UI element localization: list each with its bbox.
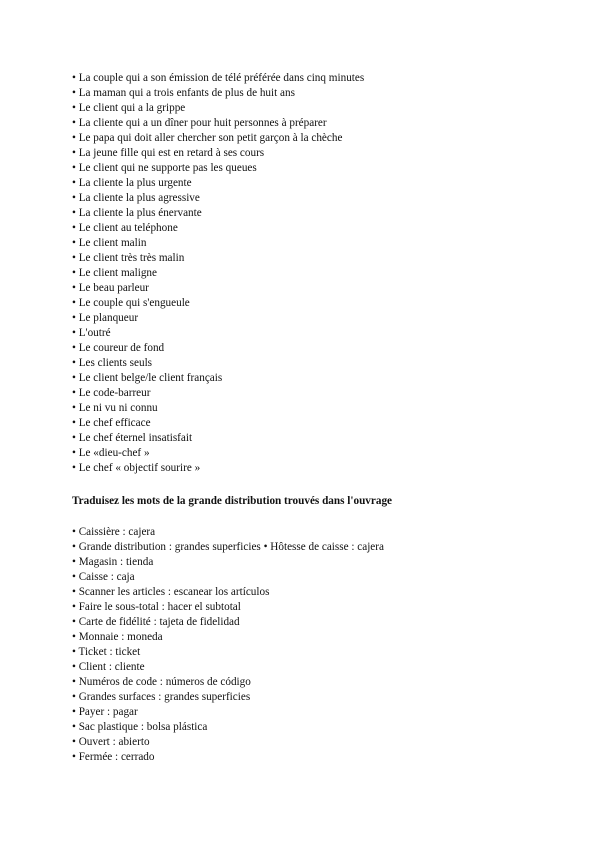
vocab-heading: Traduisez les mots de la grande distribution trouvés dans l'ouvrage	[72, 495, 393, 507]
list-item: • La maman qui a trois enfants de plus de huit ans	[72, 87, 295, 99]
list-item: • Ouvert : abierto	[72, 736, 150, 748]
list-item: • Caissière : cajera	[72, 526, 156, 538]
list-item: • Le chef éternel insatisfait	[72, 432, 193, 444]
list-item: • Le client belge/le client français	[72, 372, 223, 384]
list-item: • La jeune fille qui est en retard à ses cours	[72, 147, 265, 159]
list-item: • Payer : pagar	[72, 706, 138, 718]
list-item: • Le client au teléphone	[72, 222, 178, 234]
list-item: • Le client maligne	[72, 267, 157, 279]
list-item: • Grandes surfaces : grandes superficies	[72, 691, 251, 703]
list-item: • Le coureur de fond	[72, 342, 165, 354]
list-item: • La cliente la plus énervante	[72, 207, 202, 219]
list-item: • Scanner les articles : escanear los artículos	[72, 586, 270, 598]
list-item: • Client : cliente	[72, 661, 145, 673]
list-item: • Ticket : ticket	[72, 646, 141, 658]
list-item: • Le client très très malin	[72, 252, 185, 264]
vocab-list	[72, 525, 384, 765]
list-item: • Caisse : caja	[72, 571, 135, 583]
list-item: • Le client qui a la grippe	[72, 102, 186, 114]
list-item: • Faire le sous-total : hacer el subtotal	[72, 601, 241, 613]
list-item: • Fermée : cerrado	[72, 751, 155, 763]
list-item: • Le papa qui doit aller chercher son petit garçon à la chèche	[72, 132, 343, 144]
list-item: • Grande distribution : grandes superficies • Hôtesse de caisse : cajera	[72, 541, 384, 553]
list-item: • Sac plastique : bolsa plástica	[72, 721, 208, 733]
list-item: • La cliente la plus urgente	[72, 177, 192, 189]
list-item: • L'outré	[72, 327, 111, 339]
list-item: • Le ni vu ni connu	[72, 402, 158, 414]
list-item: • Le couple qui s'engueule	[72, 297, 190, 309]
list-item: • Les clients seuls	[72, 357, 153, 369]
list-item: • Numéros de code : números de código	[72, 676, 251, 688]
list-item: • Le «dieu-chef »	[72, 447, 150, 459]
list-item: • Le code-barreur	[72, 387, 151, 399]
list-item: • Carte de fidélité : tajeta de fidelidad	[72, 616, 240, 628]
list-item: • La couple qui a son émission de télé préférée dans cinq minutes	[72, 72, 365, 84]
list-item: • Le client qui ne supporte pas les queues	[72, 162, 257, 174]
list-item: • Magasin : tienda	[72, 556, 154, 568]
list-item: • Le chef efficace	[72, 417, 151, 429]
list-item: • La cliente la plus agressive	[72, 192, 200, 204]
list-item: • Le beau parleur	[72, 282, 149, 294]
list-item: • Le chef « objectif sourire »	[72, 462, 201, 474]
list-item: • Le client malin	[72, 237, 147, 249]
list-item: • Monnaie : moneda	[72, 631, 163, 643]
characters-list	[72, 71, 364, 476]
list-item: • Le planqueur	[72, 312, 139, 324]
list-item: • La cliente qui a un dîner pour huit personnes à préparer	[72, 117, 327, 129]
